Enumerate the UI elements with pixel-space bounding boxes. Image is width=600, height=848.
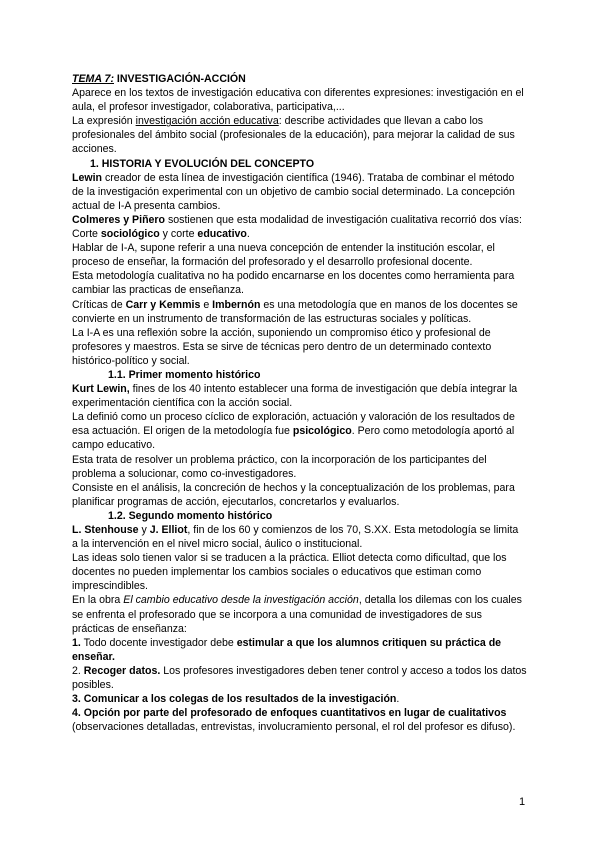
paragraph-concepcion: Hablar de I-A, supone referir a una nueva concepción de entender la institución escolar, el proceso de enseñar, la formación del profesorado y el desarrollo profesional docente. [72,242,495,269]
paragraph-definition: La expresión investigación acción educativa: describe actividades que llevan a cabo los profesionales del ámbito social (profesionales de la educación), para mejorar la calidad de sus acciones. [72,115,515,156]
page-number: 1 [519,796,526,808]
paragraph-intro: Aparece en los textos de investigación educativa con diferentes expresiones: investigación en el aula, el profesor investigador, colaborativa, participativa,... [72,87,524,114]
document-title: TEMA 7: INVESTIGACIÓN-ACCIÓN [72,73,246,85]
list-item-3: 3. Comunicar a los colegas de los resultados de la investigación. [72,693,400,706]
paragraph-problema-practico: Esta trata de resolver un problema práctico, con la incorporación de los participantes del problema a solucionar, como co-investigadores. [72,453,487,480]
paragraph-obra: En la obra El cambio educativo desde la investigación acción, detalla los dilemas con los cuales se enfrenta el profesorado que se incorpora a una comunidad de investigadores de sus prácticas de enseñanza: [72,594,522,635]
heading-segundo-momento: 1.2. Segundo momento histórico [108,509,273,522]
heading-primer-momento: 1.1. Primer momento histórico [108,368,261,381]
paragraph-kurt-lewin: Kurt Lewin, fines de los 40 intento establecer una forma de investigación que debía integrar la experimentación científica con la acción social. [72,383,518,410]
list-item-4: 4. Opción por parte del profesorado de enfoques cuantitativos en lugar de cualitativos (observaciones detalladas, entrevistas, involucramiento personal, el rol del profesor es difuso). [72,707,516,734]
document-page [72,72,527,734]
paragraph-ideas: Las ideas solo tienen valor si se traducen a la práctica. Elliot detecta como dificultad, que los docentes no pueden implementar los cambios sociales o educativos que estiman como imprescindibles. [72,552,507,593]
list-item-1: 1. Todo docente investigador debe estimular a que los alumnos critiquen su práctica de enseñar. [72,636,502,663]
paragraph-reflexion: La I-A es una reflexión sobre la acción, suponiendo un compromiso ético y profesional de profesores y maestros. Esta se sirve de técnicas pero dentro de un determinado contexto histórico-político y social. [72,326,492,367]
heading-historia: 1. HISTORIA Y EVOLUCIÓN DEL CONCEPTO [90,157,315,170]
list-item-2: 2. Recoger datos. Los profesores investigadores deben tener control y acceso a todos los datos posibles. [72,664,527,692]
paragraph-metodologia: Esta metodología cualitativa no ha podido encarnarse en los docentes como herramienta para cambiar las practicas de enseñanza. [72,270,515,297]
paragraph-stenhouse: L. Stenhouse y J. Elliot, fin de los 60 y comienzos de los 70, S.XX. Esta metodología se limita a la intervención en el nivel micro social, áulico o institucional. [72,524,519,551]
paragraph-lewin: Lewin creador de esta línea de investigación científica (1946). Trataba de combinar el método de la investigación experimental con un objetivo de cambio social determinado. La concepción actual de I-A presenta cambios. [72,171,515,212]
paragraph-colmeres: Colmeres y Piñero sostienen que esta modalidad de investigación cualitativa recorrió dos vías: Corte sociológico y corte educativo. [72,213,522,241]
paragraph-analisis: Consiste en el análisis, la concreción de hechos y la conceptualización de los problemas, para planificar programas de acción, ejecutarlos, concretarlos y evaluarlos. [72,481,515,508]
paragraph-proceso-ciclico: La definió como un proceso cíclico de exploración, actuación y valoración de los resultados de esa actuación. El origen de la metodología fue psicológico. Pero como metodología aportó al campo educativo. [72,411,515,452]
paragraph-criticas: Críticas de Carr y Kemmis e Imbernón es una metodología que en manos de los docentes se convierte en un instrumento de transformación de las estructuras sociales y políticas. [72,298,518,325]
